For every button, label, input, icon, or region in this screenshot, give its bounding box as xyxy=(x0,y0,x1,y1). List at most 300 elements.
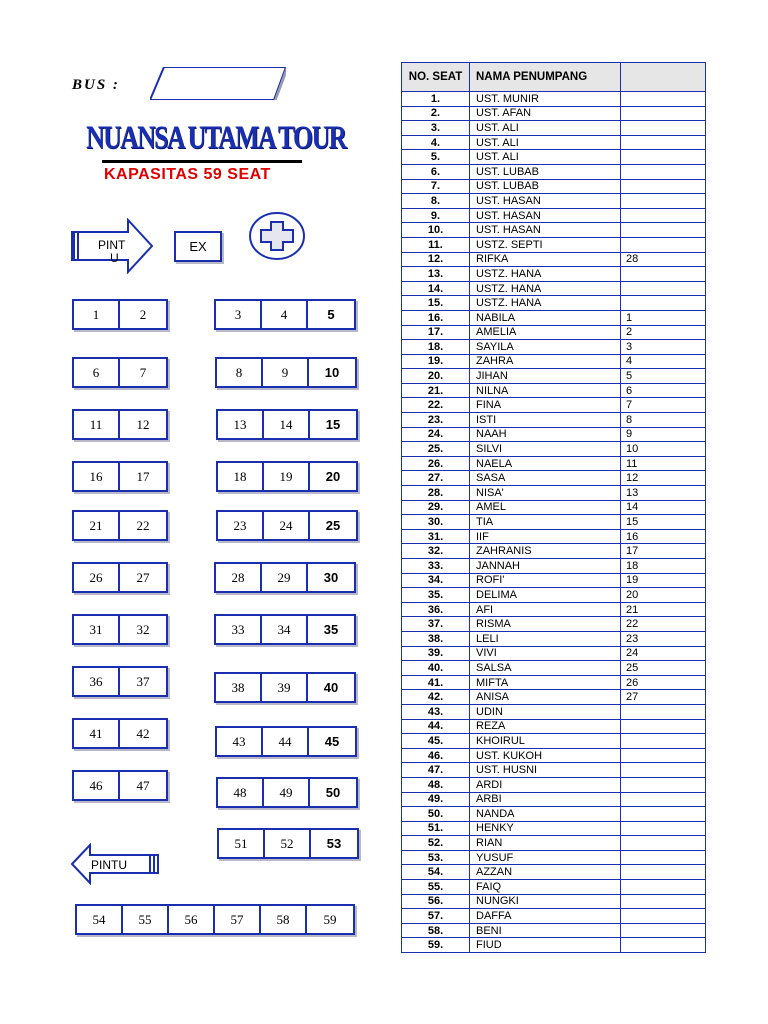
table-row xyxy=(402,179,706,194)
seat[interactable]: 55 xyxy=(123,906,169,933)
extra-number-cell xyxy=(621,267,706,282)
table-row xyxy=(402,850,706,865)
extra-number-cell: 27 xyxy=(621,690,706,705)
seat[interactable]: 4 xyxy=(262,301,308,328)
passenger-name-cell: USTZ. HANA xyxy=(470,296,621,311)
passenger-name-cell: NANDA xyxy=(470,807,621,822)
passenger-name-cell: UST. AFAN xyxy=(470,106,621,121)
passenger-name-cell: AMEL xyxy=(470,500,621,515)
extra-number-cell: 12 xyxy=(621,471,706,486)
passenger-name-cell: ZAHRANIS xyxy=(470,544,621,559)
table-row xyxy=(402,748,706,763)
seat[interactable]: 21 xyxy=(74,512,120,539)
passenger-name-cell: SILVI xyxy=(470,442,621,457)
table-row xyxy=(402,281,706,296)
seat[interactable]: 31 xyxy=(74,616,120,643)
seat-number-cell: 28. xyxy=(402,486,470,501)
table-row xyxy=(402,471,706,486)
table-row xyxy=(402,719,706,734)
extra-number-cell: 8 xyxy=(621,413,706,428)
extra-number-cell: 22 xyxy=(621,617,706,632)
extra-number-cell xyxy=(621,135,706,150)
table-row xyxy=(402,398,706,413)
extra-number-cell xyxy=(621,938,706,953)
passenger-name-cell: UST. HUSNI xyxy=(470,763,621,778)
seat-row-right-9 xyxy=(215,726,357,757)
table-row xyxy=(402,894,706,909)
passenger-name-cell: UST. ALI xyxy=(470,135,621,150)
passenger-name-cell: USTZ. SEPTI xyxy=(470,237,621,252)
seat-number-cell: 33. xyxy=(402,559,470,574)
seat[interactable]: 17 xyxy=(136,468,150,484)
passenger-name-cell: RIAN xyxy=(470,836,621,851)
passenger-name-cell: HENKY xyxy=(470,821,621,836)
passenger-name-cell: FIUD xyxy=(470,938,621,953)
passenger-name-cell: KHOIRUL xyxy=(470,734,621,749)
table-row xyxy=(402,909,706,924)
seat-number-cell: 21. xyxy=(402,383,470,398)
extra-number-cell xyxy=(621,792,706,807)
seat-number-cell: 29. xyxy=(402,500,470,515)
seat-number-cell: 38. xyxy=(402,631,470,646)
seat[interactable]: 11 xyxy=(74,411,120,438)
seat-number-cell: 42. xyxy=(402,690,470,705)
passenger-name-cell: JANNAH xyxy=(470,559,621,574)
seat-number-cell: 30. xyxy=(402,515,470,530)
seat-number-cell: 26. xyxy=(402,456,470,471)
front-door-label-line1: PINT xyxy=(98,238,126,252)
seat[interactable]: 9 xyxy=(263,359,309,386)
extra-number-cell xyxy=(621,237,706,252)
seat-number-cell: 51. xyxy=(402,821,470,836)
seat-number-cell: 54. xyxy=(402,865,470,880)
bus-name-box xyxy=(150,67,286,100)
seat-row-right-11 xyxy=(217,828,359,859)
first-aid-cross-icon xyxy=(248,211,306,261)
passenger-name-cell: USTZ. HANA xyxy=(470,267,621,282)
seat-number-cell: 4. xyxy=(402,135,470,150)
extra-number-cell xyxy=(621,777,706,792)
table-row xyxy=(402,296,706,311)
seat[interactable]: 54 xyxy=(77,906,123,933)
seat[interactable]: 8 xyxy=(217,359,263,386)
seat-number-cell: 18. xyxy=(402,340,470,355)
extra-number-cell: 26 xyxy=(621,675,706,690)
seat-number-cell: 12. xyxy=(402,252,470,267)
seat-row-right-1 xyxy=(214,299,356,330)
extra-number-cell: 20 xyxy=(621,588,706,603)
extra-number-cell xyxy=(621,164,706,179)
seat[interactable]: 5 xyxy=(327,307,335,322)
capacity-subtitle: KAPASITAS 59 SEAT xyxy=(104,166,271,183)
table-row xyxy=(402,690,706,705)
seat[interactable]: 26 xyxy=(74,564,120,591)
table-row xyxy=(402,442,706,457)
table-header-row xyxy=(402,63,706,92)
seat[interactable]: 49 xyxy=(264,779,310,806)
table-row xyxy=(402,777,706,792)
table-row xyxy=(402,602,706,617)
extra-number-cell: 28 xyxy=(621,252,706,267)
seat-number-cell: 23. xyxy=(402,413,470,428)
passenger-name-cell: ZAHRA xyxy=(470,354,621,369)
extra-number-cell xyxy=(621,763,706,778)
table-row xyxy=(402,807,706,822)
extra-number-cell xyxy=(621,836,706,851)
seat-number-cell: 14. xyxy=(402,281,470,296)
seat[interactable]: 41 xyxy=(74,720,120,747)
table-row xyxy=(402,325,706,340)
passenger-name-cell: AMELIA xyxy=(470,325,621,340)
table-row xyxy=(402,559,706,574)
seat-number-cell: 39. xyxy=(402,646,470,661)
seat[interactable]: 12 xyxy=(136,416,150,432)
seat[interactable]: 37 xyxy=(136,673,150,689)
extra-number-cell: 15 xyxy=(621,515,706,530)
table-row xyxy=(402,529,706,544)
seat-number-cell: 16. xyxy=(402,310,470,325)
extra-number-cell: 11 xyxy=(621,456,706,471)
table-row xyxy=(402,354,706,369)
table-row xyxy=(402,223,706,238)
table-row xyxy=(402,923,706,938)
extra-number-cell: 6 xyxy=(621,383,706,398)
seat[interactable]: 33 xyxy=(216,616,262,643)
seat[interactable]: 30 xyxy=(323,570,339,585)
table-row xyxy=(402,675,706,690)
passenger-name-cell: NAAH xyxy=(470,427,621,442)
extra-number-cell: 3 xyxy=(621,340,706,355)
passenger-name-cell: UST. HASAN xyxy=(470,223,621,238)
title-underline xyxy=(102,160,302,163)
seat-row-right-2 xyxy=(215,357,357,388)
seat-row-left-9 xyxy=(72,718,168,749)
seat[interactable]: 25 xyxy=(325,518,341,533)
seat[interactable]: 48 xyxy=(218,779,264,806)
extra-number-cell xyxy=(621,150,706,165)
seat-number-cell: 5. xyxy=(402,150,470,165)
extra-number-cell: 25 xyxy=(621,661,706,676)
table-row xyxy=(402,237,706,252)
extra-number-cell xyxy=(621,748,706,763)
seat-number-cell: 24. xyxy=(402,427,470,442)
seat-row-left-2 xyxy=(72,357,168,388)
table-row xyxy=(402,106,706,121)
extra-number-cell: 9 xyxy=(621,427,706,442)
extra-number-cell xyxy=(621,807,706,822)
column-header-passenger-name: NAMA PENUMPANG xyxy=(470,63,621,92)
extra-number-cell xyxy=(621,909,706,924)
extra-number-cell xyxy=(621,821,706,836)
seat[interactable]: 43 xyxy=(217,728,263,755)
table-row xyxy=(402,92,706,107)
table-row xyxy=(402,617,706,632)
seat[interactable]: 39 xyxy=(262,674,308,701)
seat-number-cell: 47. xyxy=(402,763,470,778)
table-row xyxy=(402,938,706,953)
seat-number-cell: 52. xyxy=(402,836,470,851)
seat-number-cell: 2. xyxy=(402,106,470,121)
passenger-name-cell: NABILA xyxy=(470,310,621,325)
seat[interactable]: 2 xyxy=(139,306,147,322)
seat[interactable]: 56 xyxy=(169,906,215,933)
seat-row-right-5 xyxy=(216,510,358,541)
table-row xyxy=(402,734,706,749)
passenger-name-cell: UST. LUBAB xyxy=(470,179,621,194)
seat-number-cell: 59. xyxy=(402,938,470,953)
seat-row-back xyxy=(75,904,355,935)
passenger-name-cell: AZZAN xyxy=(470,865,621,880)
seat-row-left-7 xyxy=(72,614,168,645)
table-row xyxy=(402,413,706,428)
seat[interactable]: 52 xyxy=(265,830,311,857)
seat-number-cell: 31. xyxy=(402,529,470,544)
passenger-name-cell: RISMA xyxy=(470,617,621,632)
passenger-name-cell: ANISA xyxy=(470,690,621,705)
seat-number-cell: 1. xyxy=(402,92,470,107)
table-row xyxy=(402,383,706,398)
seat-row-right-6 xyxy=(214,562,356,593)
rear-door-label: PINTU xyxy=(91,858,127,872)
extra-number-cell: 19 xyxy=(621,573,706,588)
table-row xyxy=(402,310,706,325)
extra-number-cell xyxy=(621,296,706,311)
passenger-name-cell: MIFTA xyxy=(470,675,621,690)
rear-door-arrow xyxy=(70,843,160,885)
seat-number-cell: 13. xyxy=(402,267,470,282)
seat-number-cell: 8. xyxy=(402,194,470,209)
seat[interactable]: 23 xyxy=(218,512,264,539)
table-row xyxy=(402,267,706,282)
exit-box: EX xyxy=(174,231,222,262)
table-row xyxy=(402,515,706,530)
seat[interactable]: 19 xyxy=(264,463,310,490)
passenger-name-cell: AFI xyxy=(470,602,621,617)
seat-number-cell: 3. xyxy=(402,121,470,136)
seat[interactable]: 57 xyxy=(215,906,261,933)
extra-number-cell: 13 xyxy=(621,486,706,501)
seat-row-left-1 xyxy=(72,299,168,330)
seat-number-cell: 34. xyxy=(402,573,470,588)
seat[interactable]: 18 xyxy=(218,463,264,490)
seat[interactable]: 28 xyxy=(216,564,262,591)
extra-number-cell xyxy=(621,880,706,895)
table-row xyxy=(402,661,706,676)
seat-number-cell: 41. xyxy=(402,675,470,690)
seat[interactable]: 27 xyxy=(136,569,150,585)
table-row xyxy=(402,631,706,646)
seat[interactable]: 32 xyxy=(136,621,150,637)
seat-number-cell: 49. xyxy=(402,792,470,807)
table-row xyxy=(402,544,706,559)
bus-label: BUS : xyxy=(72,77,120,93)
extra-number-cell xyxy=(621,92,706,107)
seat-number-cell: 45. xyxy=(402,734,470,749)
extra-number-cell: 10 xyxy=(621,442,706,457)
table-row xyxy=(402,340,706,355)
passenger-name-cell: UST. LUBAB xyxy=(470,164,621,179)
seat[interactable]: 59 xyxy=(323,911,337,927)
passenger-name-cell: RIFKA xyxy=(470,252,621,267)
passenger-name-cell: LELI xyxy=(470,631,621,646)
seat-number-cell: 57. xyxy=(402,909,470,924)
extra-number-cell xyxy=(621,208,706,223)
table-row xyxy=(402,880,706,895)
table-row xyxy=(402,194,706,209)
extra-number-cell: 1 xyxy=(621,310,706,325)
seat-number-cell: 17. xyxy=(402,325,470,340)
seat[interactable]: 50 xyxy=(325,785,341,800)
table-row xyxy=(402,792,706,807)
table-row xyxy=(402,121,706,136)
seat[interactable]: 13 xyxy=(218,411,264,438)
column-header-extra xyxy=(621,63,706,92)
seat-row-left-4 xyxy=(72,461,168,492)
seat[interactable]: 34 xyxy=(262,616,308,643)
seat-row-right-8 xyxy=(214,672,356,703)
passenger-name-cell: DELIMA xyxy=(470,588,621,603)
front-door-label-line2: U xyxy=(110,251,119,265)
extra-number-cell xyxy=(621,106,706,121)
seat-number-cell: 46. xyxy=(402,748,470,763)
passenger-name-cell: ARDI xyxy=(470,777,621,792)
seat[interactable]: 29 xyxy=(262,564,308,591)
passenger-name-cell: UST. ALI xyxy=(470,121,621,136)
passenger-name-cell: SASA xyxy=(470,471,621,486)
extra-number-cell xyxy=(621,194,706,209)
passenger-name-cell: UST. HASAN xyxy=(470,194,621,209)
seat[interactable]: 44 xyxy=(263,728,309,755)
seat[interactable]: 7 xyxy=(139,364,147,380)
passenger-table xyxy=(401,62,706,953)
seat-number-cell: 35. xyxy=(402,588,470,603)
seat[interactable]: 22 xyxy=(136,517,150,533)
table-row xyxy=(402,164,706,179)
extra-number-cell: 5 xyxy=(621,369,706,384)
front-door-arrow xyxy=(70,218,154,274)
passenger-name-cell: YUSUF xyxy=(470,850,621,865)
passenger-name-cell: BENI xyxy=(470,923,621,938)
extra-number-cell xyxy=(621,223,706,238)
table-row xyxy=(402,456,706,471)
seat[interactable]: 20 xyxy=(325,469,341,484)
seat[interactable]: 40 xyxy=(323,680,339,695)
seat[interactable]: 47 xyxy=(136,777,150,793)
extra-number-cell xyxy=(621,850,706,865)
column-header-seat-no: NO. SEAT xyxy=(402,63,470,92)
seat-number-cell: 53. xyxy=(402,850,470,865)
passenger-name-cell: FINA xyxy=(470,398,621,413)
seat[interactable]: 46 xyxy=(74,772,120,799)
passenger-name-cell: IIF xyxy=(470,529,621,544)
seat[interactable]: 6 xyxy=(74,359,120,386)
company-title: NUANSA UTAMA TOUR xyxy=(86,120,346,156)
extra-number-cell: 2 xyxy=(621,325,706,340)
table-row xyxy=(402,252,706,267)
extra-number-cell: 17 xyxy=(621,544,706,559)
passenger-name-cell: NILNA xyxy=(470,383,621,398)
passenger-name-cell: UST. ALI xyxy=(470,150,621,165)
table-row xyxy=(402,208,706,223)
seat[interactable]: 38 xyxy=(216,674,262,701)
seat[interactable]: 53 xyxy=(326,836,342,851)
seat-number-cell: 36. xyxy=(402,602,470,617)
extra-number-cell: 18 xyxy=(621,559,706,574)
extra-number-cell: 16 xyxy=(621,529,706,544)
seat-number-cell: 15. xyxy=(402,296,470,311)
table-row xyxy=(402,150,706,165)
extra-number-cell xyxy=(621,734,706,749)
passenger-name-cell: NAELA xyxy=(470,456,621,471)
seat-row-left-5 xyxy=(72,510,168,541)
passenger-name-cell: USTZ. HANA xyxy=(470,281,621,296)
extra-number-cell xyxy=(621,719,706,734)
seat-number-cell: 10. xyxy=(402,223,470,238)
seat-number-cell: 19. xyxy=(402,354,470,369)
seat-row-right-7 xyxy=(214,614,356,645)
seat[interactable]: 10 xyxy=(324,365,340,380)
table-row xyxy=(402,646,706,661)
seat-row-right-4 xyxy=(216,461,358,492)
table-row xyxy=(402,500,706,515)
seat[interactable]: 3 xyxy=(216,301,262,328)
seat[interactable]: 51 xyxy=(219,830,265,857)
seat-number-cell: 25. xyxy=(402,442,470,457)
table-row xyxy=(402,135,706,150)
seat[interactable]: 42 xyxy=(136,725,150,741)
passenger-name-cell: DAFFA xyxy=(470,909,621,924)
extra-number-cell xyxy=(621,704,706,719)
table-row xyxy=(402,865,706,880)
passenger-name-cell: SALSA xyxy=(470,661,621,676)
seat-number-cell: 58. xyxy=(402,923,470,938)
passenger-name-cell: FAIQ xyxy=(470,880,621,895)
seat[interactable]: 1 xyxy=(74,301,120,328)
passenger-name-cell: NUNGKI xyxy=(470,894,621,909)
passenger-name-cell: UST. HASAN xyxy=(470,208,621,223)
extra-number-cell: 4 xyxy=(621,354,706,369)
seat-number-cell: 9. xyxy=(402,208,470,223)
table-row xyxy=(402,704,706,719)
seat[interactable]: 24 xyxy=(264,512,310,539)
seat-number-cell: 11. xyxy=(402,237,470,252)
extra-number-cell xyxy=(621,923,706,938)
seat[interactable]: 36 xyxy=(74,668,120,695)
extra-number-cell: 14 xyxy=(621,500,706,515)
seat[interactable]: 16 xyxy=(74,463,120,490)
seat[interactable]: 45 xyxy=(324,734,340,749)
seat-number-cell: 27. xyxy=(402,471,470,486)
seat-number-cell: 20. xyxy=(402,369,470,384)
passenger-name-cell: TIA xyxy=(470,515,621,530)
table-row xyxy=(402,836,706,851)
seat[interactable]: 15 xyxy=(325,417,341,432)
extra-number-cell xyxy=(621,179,706,194)
seat-row-right-10 xyxy=(216,777,358,808)
extra-number-cell: 7 xyxy=(621,398,706,413)
seat[interactable]: 35 xyxy=(323,622,339,637)
table-row xyxy=(402,427,706,442)
seat-number-cell: 32. xyxy=(402,544,470,559)
passenger-name-cell: ROFI' xyxy=(470,573,621,588)
seat-row-right-3 xyxy=(216,409,358,440)
seat[interactable]: 14 xyxy=(264,411,310,438)
extra-number-cell xyxy=(621,121,706,136)
seat[interactable]: 58 xyxy=(261,906,307,933)
table-row xyxy=(402,588,706,603)
extra-number-cell: 23 xyxy=(621,631,706,646)
extra-number-cell: 24 xyxy=(621,646,706,661)
